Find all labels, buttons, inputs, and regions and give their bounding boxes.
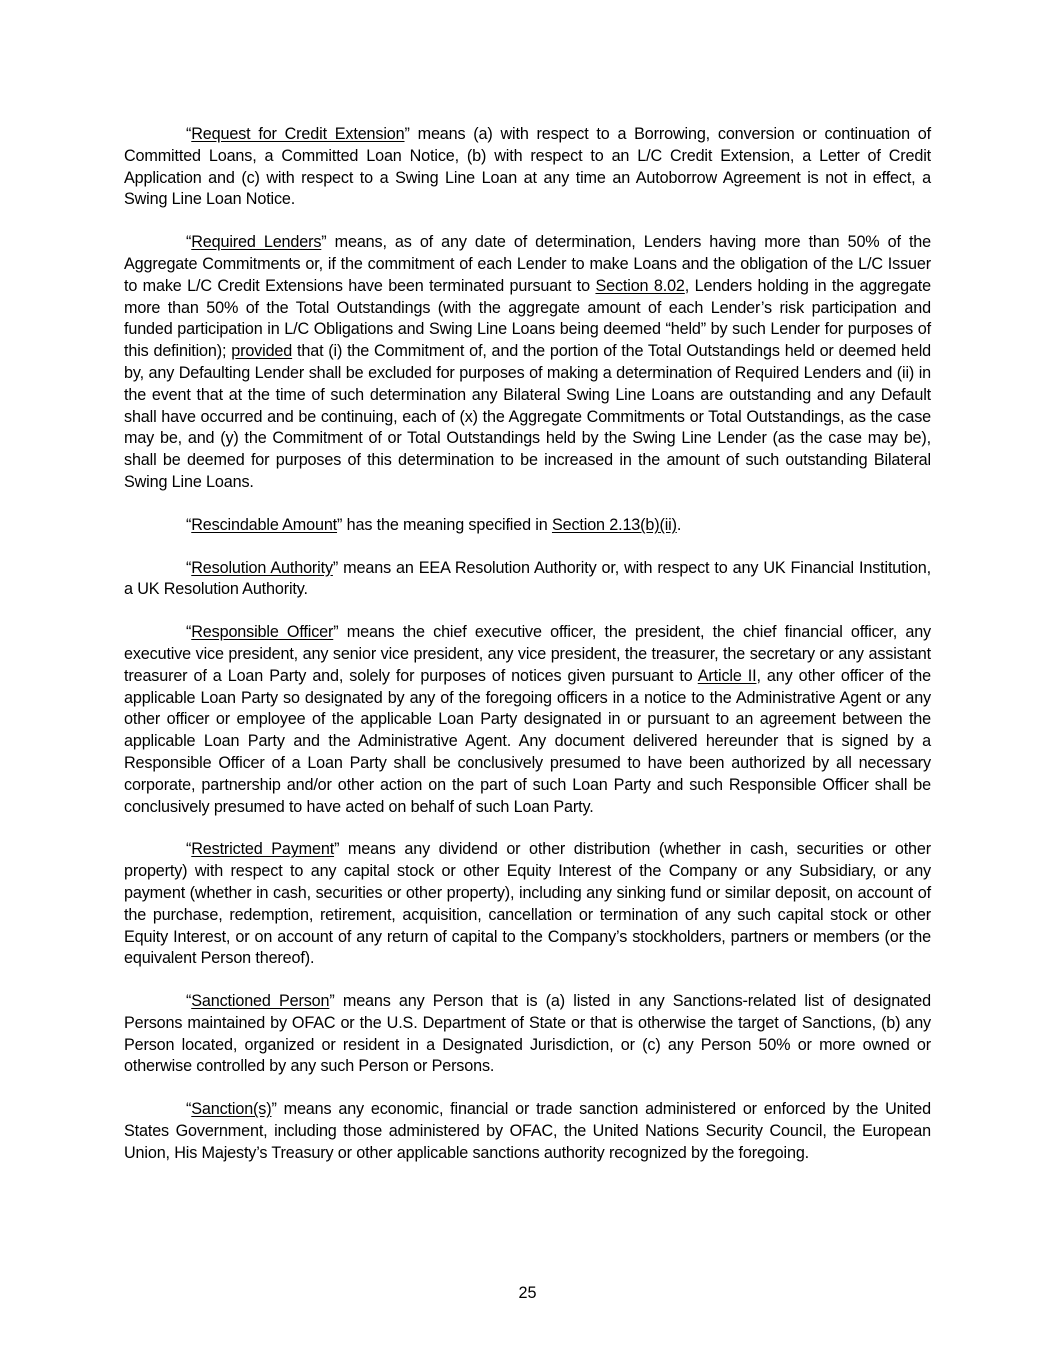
definition-sanctions (124, 1099, 931, 1164)
defined-term: Restricted Payment (191, 840, 335, 859)
defined-term: Responsible Officer (191, 623, 334, 642)
definition-text: that (i) the Commitment of, and the portion of the Total Outstandings held or deemed held by, any Defaulting Lender shall be excluded for purposes of making a determination of Required Lenders and (ii) in the event that at the time of such determination any Bilateral Swing Line Loans are outstanding and any Default shall have occurred and be continuing, each of (x) the Aggregate Commitments or Total Outstandings, as the case may be, and (y) the Commitment of or Total Outstandings held by the Swing Line Lender (as the case may be), shall be deemed for purposes of this determination to be increased in the amount of such outstanding Bilateral Swing Line Loans. (124, 342, 932, 491)
open-quote: “ (186, 1100, 192, 1119)
close-quote: ” (334, 840, 340, 859)
document-page (124, 124, 931, 1186)
close-quote: ” (404, 125, 410, 143)
definition-sanctioned-person (124, 991, 931, 1078)
cross-reference: Section 8.02 (595, 276, 685, 295)
open-quote: “ (186, 233, 192, 252)
definition-responsible-officer (124, 622, 931, 818)
definition-request-for-credit-extension (124, 124, 931, 211)
defined-term: Resolution Authority (191, 558, 333, 577)
definition-restricted-payment (124, 839, 931, 970)
defined-term: Sanction(s) (191, 1100, 272, 1119)
close-quote: ” (329, 992, 335, 1011)
definition-text: , Lenders holding in the aggregate more than 50% of the Total Outstandings (with the aggregate amount of each Lender’s risk participation and funded participation in L/C Obligations and Swing Line Loans being deemed “held” by such Lender for purposes of this definition); (124, 276, 932, 361)
definition-text: means (a) with respect to a Borrowing, conversion or continuation of Committed Loans, a Committed Loan Notice, (b) with respect to an L/C Credit Extension, a Letter of Credit Application and (c) with respect to a Swing Line Loan at any time an Autoborrow Agreement is not in effect, a Swing Line Loan Notice. (124, 125, 932, 209)
definition-text: means, as of any date of determination, Lenders having more than 50% of the Aggregate Commitments or, if the commitment of each Lender to make Loans and the obligation of the L/C Issuer to make L/C Credit Extensions have been terminated pursuant to (124, 233, 931, 295)
cross-reference: Article II (697, 666, 757, 685)
definitions-list (124, 124, 931, 1165)
cross-reference: Section 2.13(b)(ii) (551, 515, 677, 534)
definition-text: means any Person that is (a) listed in any Sanctions-related list of designated Persons maintained by OFAC or the U.S. Department of State or that is otherwise the target of Sanctions, (b) any Person located, organized or resident in a Designated Jurisdiction, or (c) any Person 50% or more owned or otherwise controlled by any such Person or Persons. (124, 992, 931, 1076)
definition-text: means any economic, financial or trade sanction administered or enforced by the United States Government, including those administered by OFAC, the United Nations Security Council, the European Union, His Majesty’s Treasury or other applicable sanctions authority recognized by the foregoing. (124, 1100, 931, 1162)
open-quote: “ (186, 515, 192, 534)
definition-text: means an EEA Resolution Authority or, with respect to any UK Financial Institution, a UK Resolution Authority. (124, 558, 931, 599)
defined-term: Required Lenders (191, 233, 322, 252)
definition-required-lenders (124, 232, 931, 494)
definition-text: means the chief executive officer, the president, the chief financial officer, any executive vice president, any senior vice president, any vice president, the treasurer, the secretary or any assistant treasurer of a Loan Party and, solely for purposes of notices given pursuant to (124, 623, 931, 685)
close-quote: ” (321, 233, 327, 252)
close-quote: ” (333, 623, 339, 642)
defined-term: Rescindable Amount (191, 515, 338, 534)
defined-term: Sanctioned Person (191, 992, 330, 1011)
definition-rescindable-amount (124, 515, 931, 537)
page-number: 25 (518, 1284, 537, 1302)
close-quote: ” (332, 558, 339, 577)
cross-reference: provided (231, 342, 293, 361)
open-quote: “ (186, 840, 192, 859)
open-quote: “ (186, 623, 192, 642)
definition-resolution-authority (124, 558, 931, 602)
open-quote: “ (186, 125, 192, 143)
close-quote: ” (337, 515, 343, 534)
definition-text: means any dividend or other distribution (whether in cash, securities or other property) with respect to any capital stock or other Equity Interest of the Company or any Subsidiary, or any payment (whether in cash, securities or other property), including any sinking fund or similar deposit, on account of the purchase, redemption, retirement, acquisition, cancellation or termination of any such capital stock or other Equity Interest, or on account of any return of capital to the Company’s stockholders, partners or members (or the equivalent Person thereof). (124, 840, 932, 968)
open-quote: “ (186, 992, 192, 1011)
definition-text: , any other officer of the applicable Loan Party so designated by any of the foregoing officers in a notice to the Administrative Agent or any other officer or employee of the applicable Loan Party designated in or pursuant to an agreement between the applicable Loan Party and the Administrative Agent. Any document delivered hereunder that is signed by a Responsible Officer of a Loan Party shall be conclusively presumed to have been authorized by all necessary corporate, partnership and/or other action on the part of such Loan Party and such Responsible Officer shall be conclusively presumed to have acted on behalf of such Loan Party. (124, 666, 932, 816)
defined-term: Request for Credit Extension (191, 125, 405, 143)
close-quote: ” (271, 1100, 277, 1119)
open-quote: “ (186, 558, 192, 577)
definition-text: has the meaning specified in (342, 515, 552, 534)
definition-text: . (676, 515, 682, 534)
